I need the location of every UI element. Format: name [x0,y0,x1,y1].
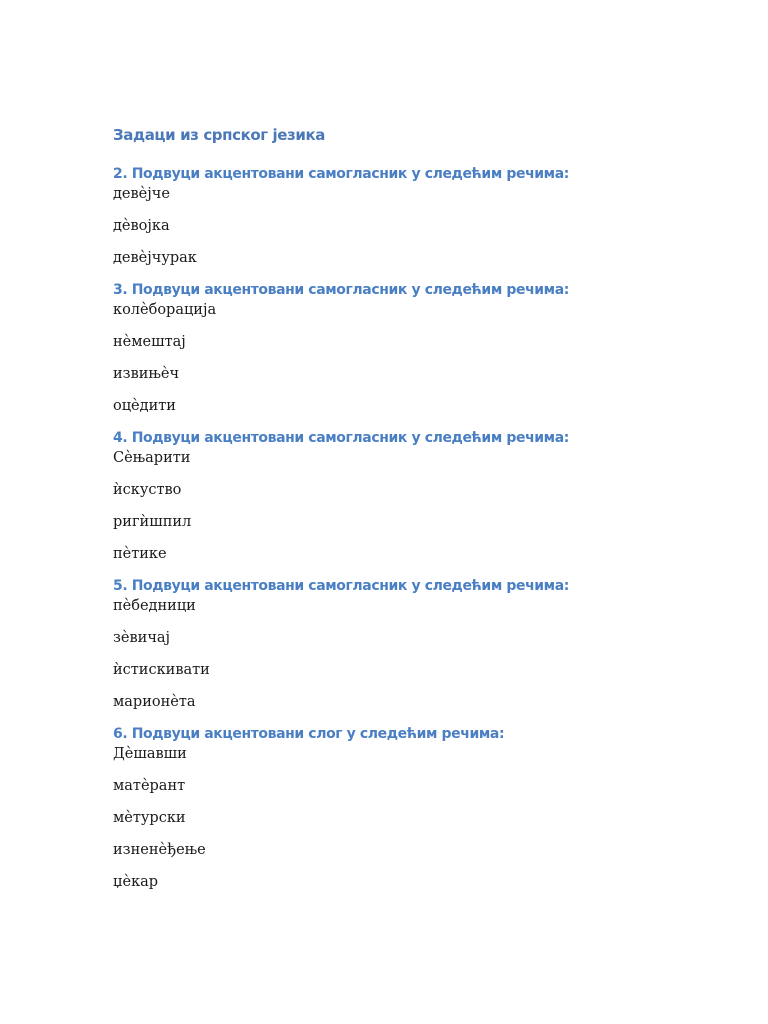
word-item: ѝскуство [113,482,182,498]
word-item: колѐборација [113,302,217,318]
word-item: оцѐдити [113,398,176,414]
document-page [113,124,673,904]
word-item: девѐјчурак [113,250,197,266]
section-heading: 6. Подвуци акцентовани слог у следећим речима: [113,726,505,742]
section-6 [113,724,673,892]
word-item: ригѝшпил [113,514,192,530]
word-item: извињѐч [113,366,180,382]
word-item: нѐмештај [113,334,186,350]
word-item: дѐвојка [113,218,170,234]
section-2 [113,164,673,268]
word-item: ѝстискивати [113,662,210,678]
document-title: Задаци из српског језика [113,126,325,144]
word-item: мѐтурски [113,810,186,826]
word-item: матѐрант [113,778,186,794]
word-item: девѐјче [113,186,170,202]
word-item: џѐкар [113,874,159,890]
word-item: Сѐњарити [113,450,191,466]
word-item: Дѐшавши [113,746,187,762]
word-item: пѐбедници [113,598,196,614]
word-item: марионѐта [113,694,196,710]
word-item: зѐвичај [113,630,171,646]
section-heading: 5. Подвуци акцентовани самогласник у следећим речима: [113,578,569,594]
word-item: изненѐђење [113,842,206,858]
section-5 [113,576,673,712]
section-heading: 3. Подвуци акцентовани самогласник у следећим речима: [113,282,569,298]
section-3 [113,280,673,416]
section-heading: 2. Подвуци акцентовани самогласник у следећим речима: [113,166,569,182]
section-4 [113,428,673,564]
word-item: пѐтике [113,546,167,562]
section-heading: 4. Подвуци акцентовани самогласник у следећим речима: [113,430,569,446]
